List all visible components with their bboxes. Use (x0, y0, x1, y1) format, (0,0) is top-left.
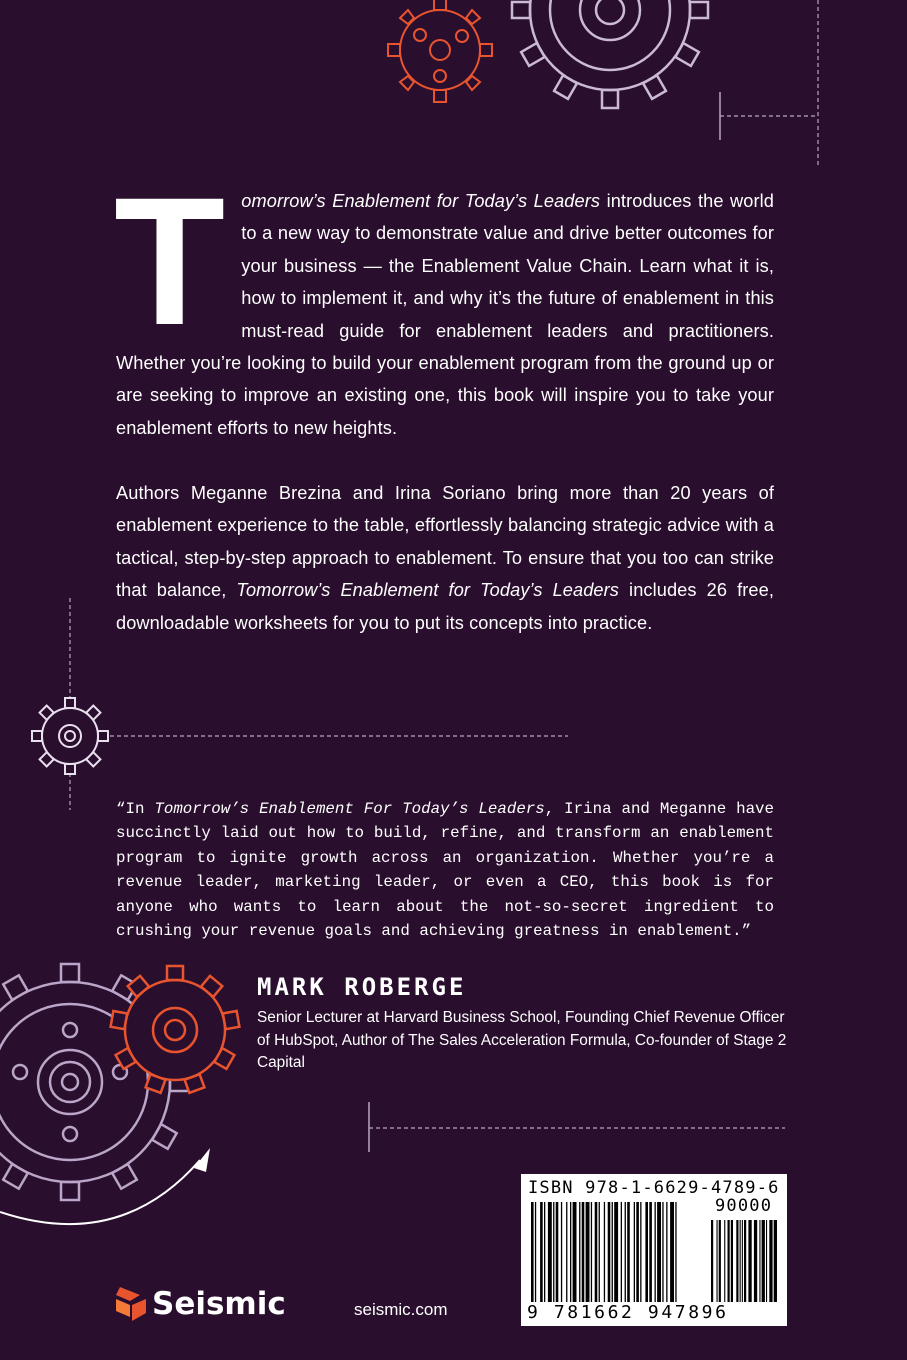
quote-book-title: Tomorrow’s Enablement For Today’s Leaders (154, 800, 545, 818)
curved-arrow-icon (0, 1160, 200, 1224)
drop-cap: T (114, 159, 226, 363)
isbn-barcode (521, 1174, 787, 1326)
small-gear-icon (32, 698, 108, 774)
testimonial-author-bio: Senior Lecturer at Harvard Business School, Founding Chief Revenue Officer of HubSpot, Author of The Sales Acceleration Formula, Co-founder of Stage 2 Capital (257, 1009, 787, 1072)
book-title-inline: Tomorrow’s Enablement for Today’s Leaders (236, 580, 619, 601)
testimonial-quote (116, 797, 774, 943)
book-title: omorrow’s Enablement for Today’s Leaders (241, 191, 601, 211)
testimonial-author: MARK ROBERGE (257, 973, 467, 1001)
barcode-bars (529, 1198, 779, 1302)
orange-gear-icon (388, 0, 492, 102)
quote-text: , Irina and Meganne have succinctly laid out how to build, refine, and transform an enablement program to ignite growth across an organization. Whether you’re a revenue leader, marketing leader, or even a CEO, this book is for anyone who wants to learn about the not-so-secret ingredient to crushing your revenue goals and achieving greatness in enablement.” (116, 800, 775, 941)
intro-text: introduces the world to a new way to demonstrate value and drive better outcomes for your business — the Enablement Value Chain. Learn what it is, how to implement it, and why it’s the future of enablement in this must-read guide for enablement leaders and practitioners. Whether you’re looking to build your enablement program from the ground up or are seeking to improve an existing one, this book will inspire you to take your enablement efforts to new heights. (116, 191, 774, 438)
intro-paragraph (114, 159, 774, 444)
barcode-digits: 9 781662 947896 (527, 1302, 729, 1323)
orange-small-gear-icon (111, 966, 240, 1093)
authors-paragraph (116, 477, 774, 639)
seismic-mark-icon (116, 1287, 146, 1321)
lavender-gear-icon (512, 0, 708, 108)
isbn-number: ISBN 978-1-6629-4789-6 (528, 1178, 780, 1198)
authors-text-end: includes 26 free, downloadable worksheets for you to put its concepts into practice. (116, 580, 775, 633)
quote-open: “In (116, 800, 155, 818)
large-gear-icon (0, 964, 188, 1200)
brand-name: Seismic (152, 1286, 286, 1322)
price-code: 90000 (715, 1196, 773, 1216)
website-url: seismic.com (354, 1300, 448, 1319)
authors-text: Authors Meganne Brezina and Irina Soriano bring more than 20 years of enablement experience to the table, effortlessly balancing strategic advice with a tactical, step-by-step approach to enablement. To ensure that you too can strike that balance, (116, 483, 774, 601)
seismic-logo (116, 1286, 286, 1322)
